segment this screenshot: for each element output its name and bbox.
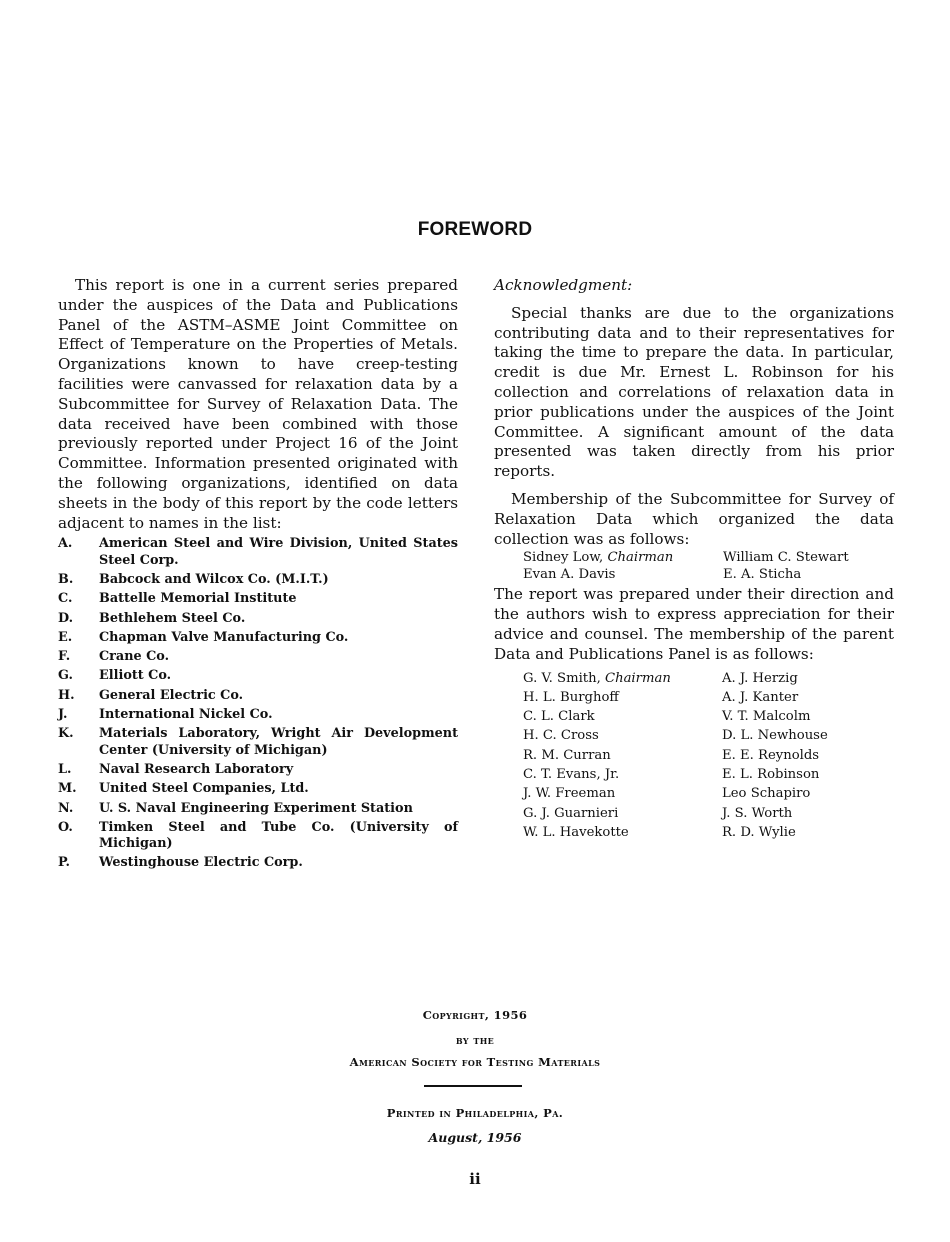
list-item (58, 781, 458, 797)
chair-title: Chairman (604, 670, 671, 686)
panel-member: H. L. Burghoff (523, 689, 619, 705)
org-code: L. (58, 761, 72, 777)
panel-member: Leo Schapiro (722, 786, 811, 802)
panel-member: R. M. Curran (523, 747, 611, 763)
subcommittee-member: William C. Stewart (723, 550, 849, 566)
org-name: U. S. Naval Engineering Experiment Station (99, 800, 413, 816)
org-code: M. (58, 781, 77, 797)
panel-member: E. E. Reynolds (722, 747, 820, 763)
page-title: FOREWORD (417, 219, 533, 240)
list-item (58, 855, 458, 871)
list-item (58, 801, 458, 817)
org-code: H. (58, 687, 75, 703)
publication-date: August, 1956 (428, 1130, 522, 1145)
org-code: G. (58, 668, 73, 684)
org-code: J. (58, 707, 68, 723)
org-name: Chapman Valve Manufacturing Co. (99, 629, 349, 645)
org-name: Babcock and Wilcox Co. (M.I.T.) (99, 571, 329, 587)
printed-line: Printed in Philadelphia, Pa. (386, 1106, 564, 1120)
org-code: P. (58, 855, 70, 871)
list-item (58, 611, 458, 627)
panel-member: E. L. Robinson (722, 767, 820, 783)
acknowledgment-paragraph: Special thanks are due to the organizations contributing data and to their representatives for taking the time to prepare the data. In particular, credit is due Mr. Ernest L. Robinson for his collection and correlations of relaxation data in prior publications under the auspices of the Joint Committee. A significant amount of the data presented was taken directly from his prior reports. (494, 303, 894, 481)
panel-member: G. J. Guarnieri (523, 805, 619, 821)
organization-list (58, 536, 458, 871)
org-code: B. (58, 571, 74, 587)
list-item (58, 726, 458, 759)
chair-name: Sidney Low, (523, 550, 608, 566)
left-column (58, 276, 458, 875)
org-code: C. (58, 591, 73, 607)
org-name: Naval Research Laboratory (99, 761, 294, 777)
org-code: A. (58, 536, 73, 552)
panel-member: A. J. Kanter (722, 689, 799, 705)
org-code: O. (58, 819, 73, 835)
publisher-line: American Society for Testing Materials (349, 1055, 601, 1069)
subcommittee-member: Evan A. Davis (523, 566, 616, 582)
subcommittee-members (523, 550, 894, 583)
chair-title: Chairman (607, 550, 674, 566)
acknowledgment-heading: Acknowledgment: (494, 276, 633, 294)
right-column (494, 276, 894, 842)
panel-member: R. D. Wylie (722, 824, 796, 840)
panel-chair (523, 669, 722, 688)
org-code: F. (58, 649, 71, 665)
org-name: International Nickel Co. (99, 707, 273, 723)
panel-member: H. C. Cross (523, 728, 599, 744)
org-name: Materials Laboratory, Wright Air Development Center (University of Michigan) (99, 726, 458, 758)
page-number: ii (469, 1170, 481, 1188)
divider (424, 1085, 522, 1087)
list-item (58, 820, 458, 853)
org-name: Bethlehem Steel Co. (99, 610, 246, 626)
list-item (58, 536, 458, 569)
org-name: General Electric Co. (99, 687, 244, 703)
list-item (58, 668, 458, 684)
list-item (58, 630, 458, 646)
org-name: Crane Co. (99, 649, 170, 665)
by-the-line: by the (455, 1033, 495, 1047)
panel-member: C. T. Evans, Jr. (523, 767, 620, 783)
org-name: Timken Steel and Tube Co. (University of Michigan) (99, 819, 458, 852)
org-name: Battelle Memorial Institute (99, 591, 297, 607)
org-name: Westinghouse Electric Corp. (99, 855, 303, 871)
org-name: United Steel Companies, Ltd. (99, 781, 309, 797)
copyright-line: Copyright, 1956 (422, 1008, 528, 1022)
list-item (58, 762, 458, 778)
org-code: K. (58, 726, 74, 742)
panel-member: C. L. Clark (523, 709, 595, 725)
org-name: Elliott Co. (99, 668, 172, 684)
org-code: E. (58, 629, 73, 645)
org-code: D. (58, 610, 74, 626)
report-paragraph: The report was prepared under their direction and the authors wish to express appreciation for their advice and counsel. The membership of the parent Data and Publications Panel is as follows: (494, 585, 894, 663)
panel-member: J. W. Freeman (523, 786, 616, 802)
chair-name: G. V. Smith, (523, 670, 605, 686)
list-item (58, 649, 458, 665)
panel-member: V. T. Malcolm (722, 709, 811, 725)
subcommittee-member: E. A. Sticha (723, 566, 802, 582)
panel-member: J. S. Worth (722, 805, 793, 821)
org-name: American Steel and Wire Division, United States Steel Corp. (99, 536, 458, 568)
panel-member: W. L. Havekotte (523, 824, 629, 840)
membership-paragraph: Membership of the Subcommittee for Survey of Relaxation Data which organized the data collection was as follows: (494, 489, 894, 548)
panel-member: D. L. Newhouse (722, 728, 828, 744)
list-item (58, 688, 458, 704)
org-code: N. (58, 800, 74, 816)
intro-paragraph: This report is one in a current series prepared under the auspices of the Data and Publications Panel of the ASTM–ASME Joint Committee on Effect of Temperature on the Properties of Metals. Organizations known to have creep-testing facilities were canvassed for relaxation data by a Subcommittee for Survey of Relaxation Data. The data received have been combined with those previously reported under Project 16 of the Joint Committee. Information presented originated with the following organizations, identified on data sheets in the body of this report by the code letters adjacent to names in the list: (58, 276, 458, 532)
subcommittee-chair (523, 550, 723, 567)
list-item (58, 572, 458, 588)
list-item (58, 707, 458, 723)
list-item (58, 591, 458, 607)
panel-members (523, 669, 894, 843)
panel-member: A. J. Herzig (722, 670, 798, 686)
